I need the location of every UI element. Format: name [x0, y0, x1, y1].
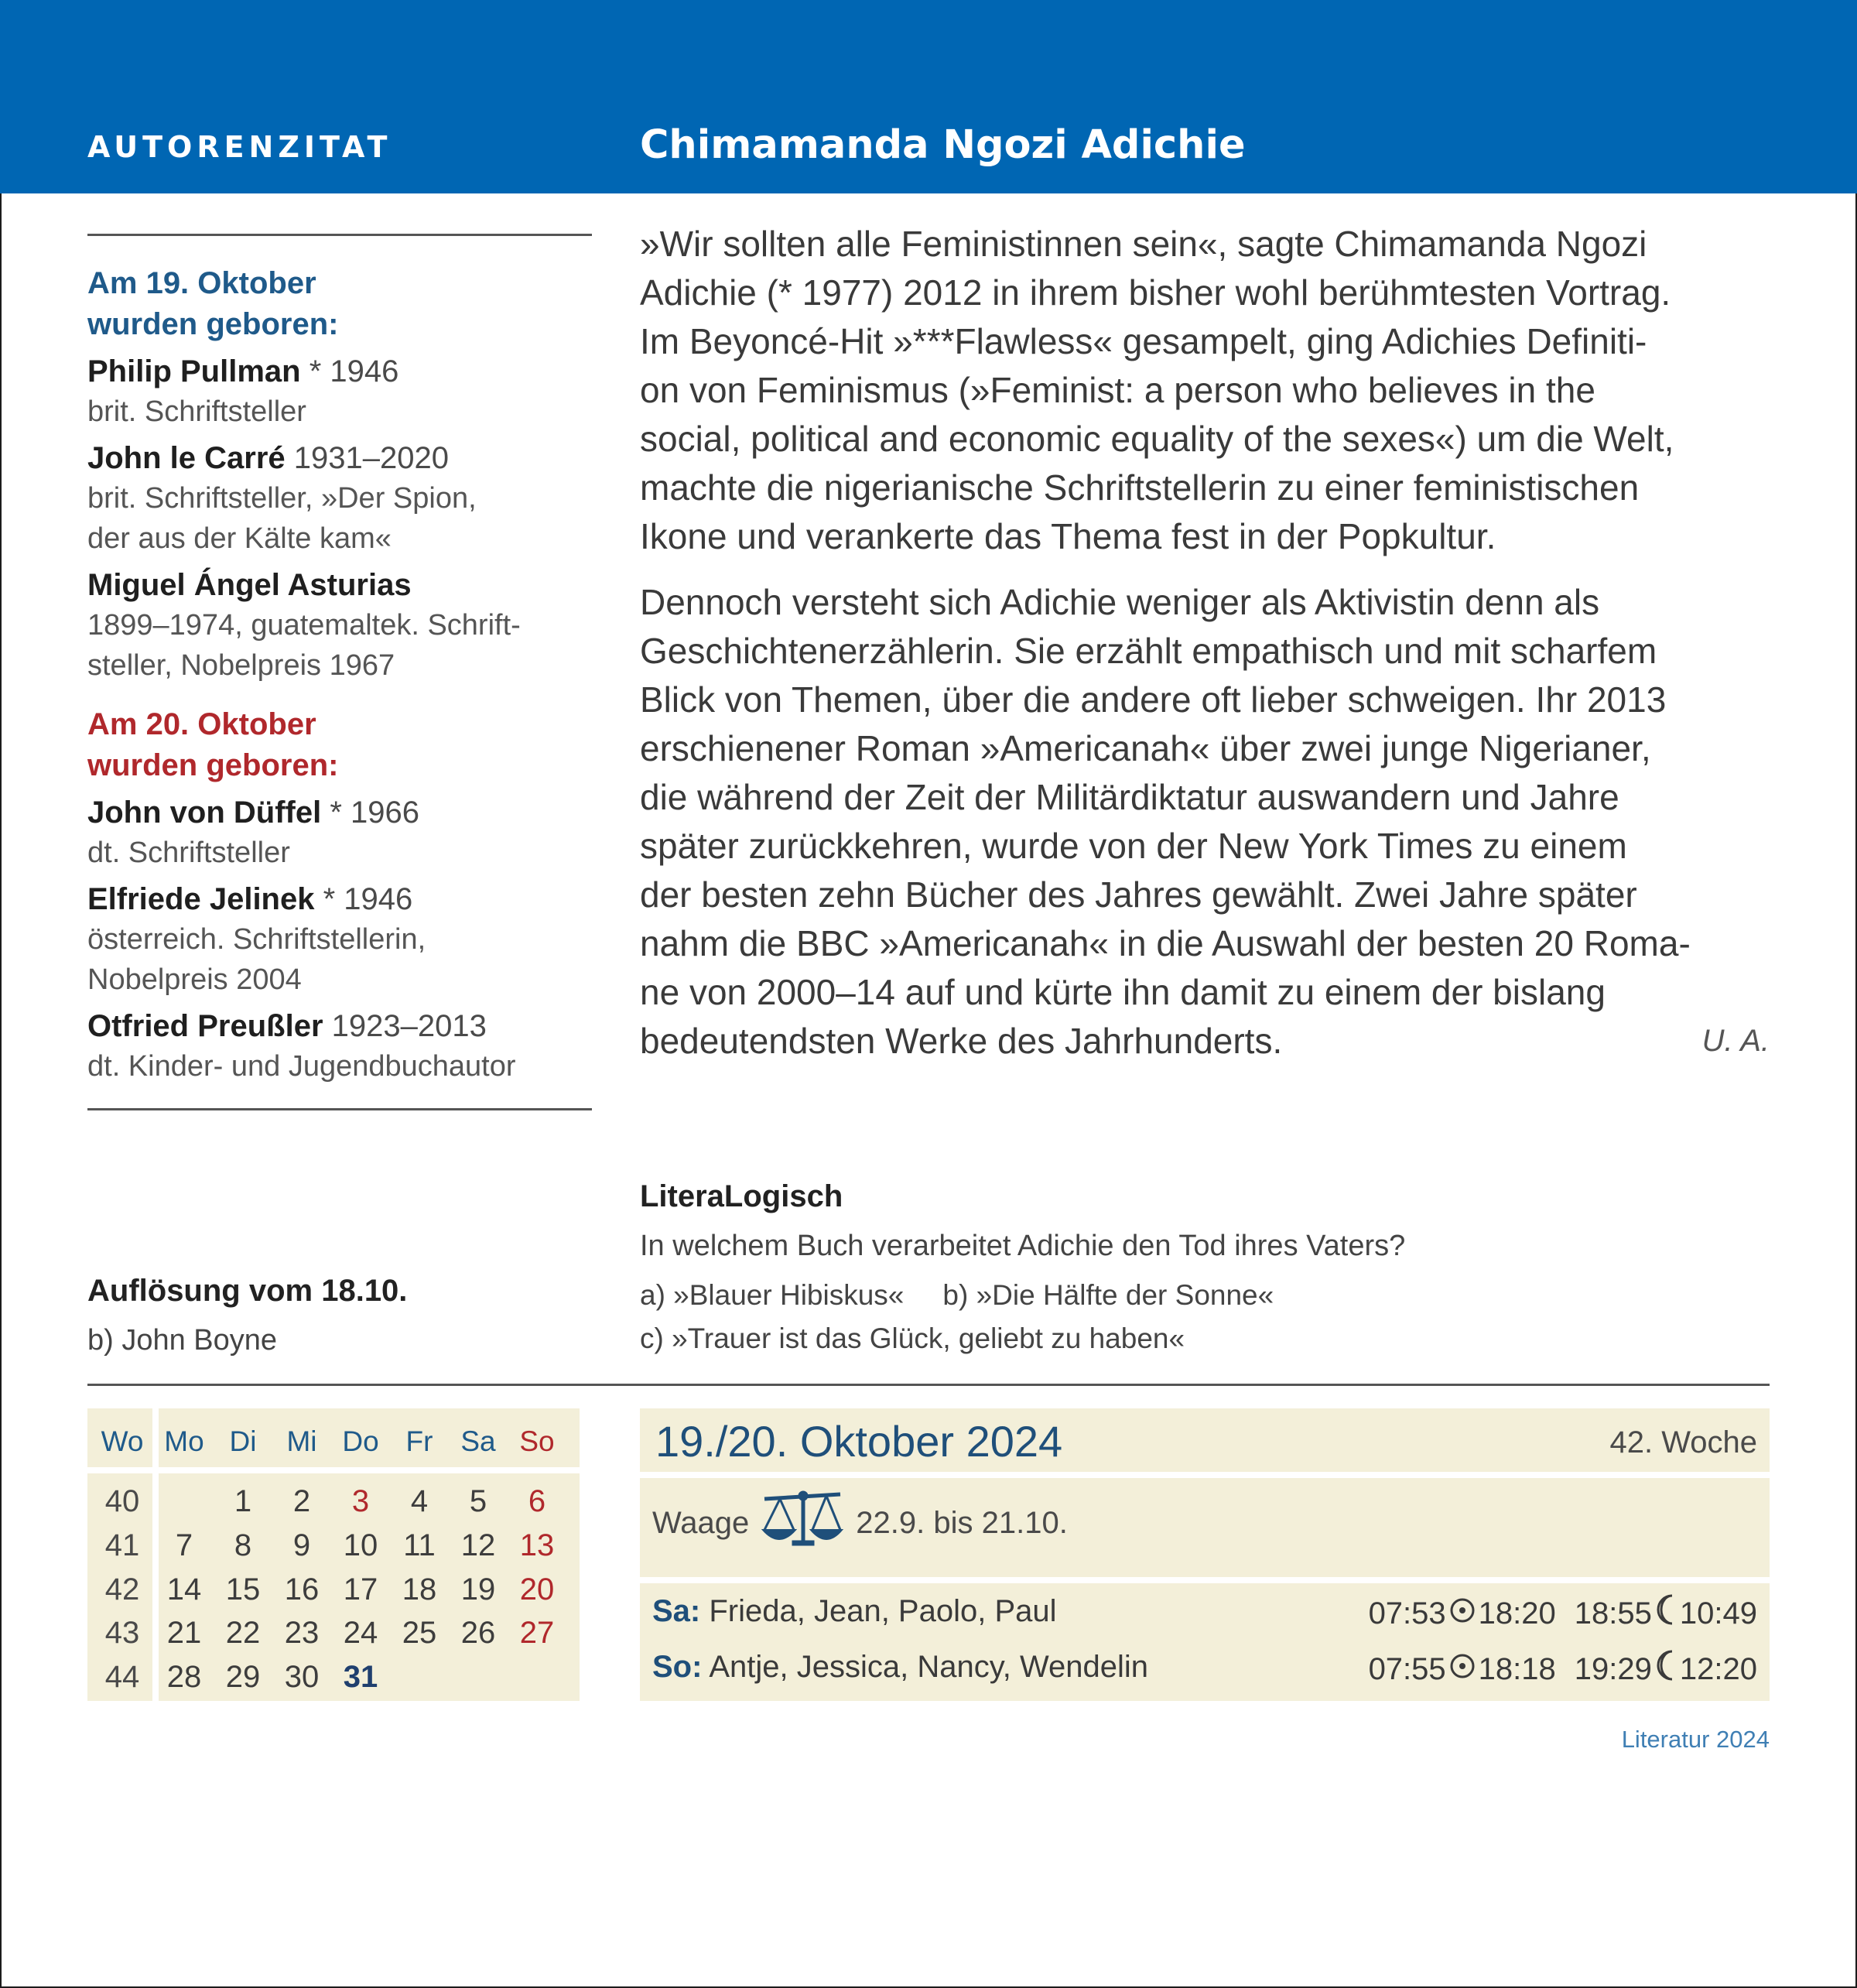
quiz-option-c: c) »Trauer ist das Glück, geliebt zu haben«: [640, 1322, 1185, 1354]
person-dates: * 1946: [314, 882, 413, 916]
calendar-day: 8: [234, 1528, 252, 1562]
calendar-day: 30: [284, 1660, 320, 1694]
footer-label: Literatur 2024: [1621, 1726, 1770, 1753]
birthday-entry: [87, 879, 614, 1000]
moon-icon: [1655, 1650, 1677, 1689]
weekday-header: Mi: [286, 1425, 317, 1457]
person-dates: * 1966: [321, 796, 419, 830]
calendar-day: 9: [292, 1528, 311, 1562]
top-rule: [87, 234, 592, 236]
day-panel-separator-2: [640, 1577, 1770, 1583]
sunrise-time: 07:53: [1368, 1596, 1446, 1630]
answer: [87, 1269, 614, 1362]
weekday-label: Sa:: [652, 1594, 701, 1628]
section-label: AUTORENZITAT: [87, 130, 392, 164]
calendar-day: 28: [166, 1660, 202, 1694]
calendar-day: 5: [469, 1484, 487, 1518]
calendar-day: 10: [343, 1528, 378, 1562]
calendar-day: 20: [519, 1572, 555, 1606]
calendar-day: 22: [225, 1616, 261, 1650]
calendar-day: 31: [343, 1660, 378, 1694]
moonrise-time: 19:29: [1574, 1651, 1652, 1686]
calendar-day: 14: [166, 1572, 202, 1606]
article: [640, 220, 1770, 1066]
zodiac-range: 22.9. bis 21.10.: [856, 1505, 1068, 1540]
weekday-header: Do: [342, 1425, 379, 1457]
birthday-name-line: [87, 565, 614, 605]
sun-moon-times: [1369, 1650, 1757, 1689]
person-description: 1899–1974, guatemaltek. Schrift- steller, Nobelpreis 1967: [87, 609, 521, 682]
quiz-options-row: [640, 1274, 1770, 1317]
author-title: Chimamanda Ngozi Adichie: [640, 122, 1246, 168]
answer-text: b) John Boyne: [87, 1324, 278, 1357]
moonset-time: 12:20: [1679, 1651, 1757, 1686]
weekday-header: Sa: [460, 1425, 496, 1457]
calendar-day: 18: [402, 1572, 437, 1606]
moon-icon: [1655, 1594, 1677, 1633]
week-number-cell: 43: [104, 1616, 140, 1650]
person-name: John le Carré: [87, 441, 286, 475]
calendar-day: 19: [460, 1572, 496, 1606]
moonset-time: 10:49: [1679, 1596, 1757, 1630]
quiz-title: LiteraLogisch: [640, 1179, 843, 1213]
birthday-entry: [87, 438, 614, 559]
sunset-time: 18:18: [1478, 1651, 1556, 1686]
person-description: dt. Kinder- und Jugendbuchautor: [87, 1050, 516, 1083]
libra-icon: [757, 1490, 848, 1556]
day-date: 19./20. Oktober 2024: [655, 1417, 1063, 1466]
person-dates: 1931–2020: [285, 441, 449, 475]
person-dates: 1923–2013: [323, 1009, 487, 1043]
person-name: John von Düffel: [87, 796, 322, 830]
calendar-day: 23: [284, 1616, 320, 1650]
article-paragraph-2: [640, 578, 1770, 1066]
birthday-name-line: [87, 351, 614, 392]
answer-title: Auflösung vom 18.10.: [87, 1274, 408, 1308]
person-name: Elfriede Jelinek: [87, 882, 315, 916]
calendar-day: 16: [284, 1572, 320, 1606]
week-number: 42. Woche: [1609, 1425, 1757, 1459]
birthday-date-heading: Am 20. Oktober wurden geboren:: [87, 707, 339, 782]
birthday-entry: [87, 351, 614, 432]
header-bar: [0, 0, 1857, 193]
person-name: Otfried Preußler: [87, 1009, 323, 1043]
birthdays-column: [87, 263, 614, 1090]
calendar-day: 6: [528, 1484, 546, 1518]
person-description: brit. Schriftsteller: [87, 395, 306, 428]
calendar-day: 2: [292, 1484, 311, 1518]
day-panel-separator-1: [640, 1472, 1770, 1478]
person-name: Miguel Ángel Asturias: [87, 568, 412, 602]
name-day-row: [652, 1594, 1057, 1629]
calendar-day: 29: [225, 1660, 261, 1694]
birthday-entry: [87, 1006, 614, 1086]
week-number-cell: 40: [104, 1484, 140, 1518]
article-paragraph-2-text: Dennoch versteht sich Adichie weniger als Aktivistin denn als Geschichtenerzählerin. Sie erzählt empathisch und mit scharfem Blick von Themen, über die andere oft lieber schweigen. Ihr 2013 erschienener Roman »Americanah« über zwei junge Nigerianer, die während der Zeit der Militärdiktatur auswandern und Jahre später zurückkehren, wurde von der New York Times zu einem der besten zehn Bücher des Jahres gewählt. Zwei Jahre später nahm die BBC »Americanah« in die Auswahl der besten 20 Roma- ne von 2000–14 auf und kürte ihn damit zu einem der bislang bedeutendsten Werke des Jahrhunderts.: [640, 582, 1691, 1061]
person-name: Philip Pullman: [87, 354, 301, 388]
day-panel: [640, 1408, 1770, 1701]
calendar-day: 13: [519, 1528, 555, 1562]
person-description: österreich. Schriftstellerin, Nobelpreis 2004: [87, 923, 426, 996]
birthday-name-line: [87, 792, 614, 833]
name-days: Frieda, Jean, Paolo, Paul: [700, 1594, 1057, 1628]
calendar-day: 17: [343, 1572, 378, 1606]
sunrise-time: 07:55: [1368, 1651, 1446, 1686]
birthday-name-line: [87, 879, 614, 919]
name-day-row: [652, 1650, 1148, 1685]
weekday-header: So: [519, 1425, 555, 1457]
weekday-header: Mo: [164, 1425, 204, 1457]
birthday-name-line: [87, 438, 614, 478]
quiz-option-a: a) »Blauer Hibiskus«: [640, 1279, 905, 1311]
mini-calendar: [87, 1408, 580, 1701]
sunset-time: 18:20: [1478, 1596, 1556, 1630]
calendar-rule: [87, 1384, 1770, 1386]
quiz-question: In welchem Buch verarbeitet Adichie den Tod ihres Vaters?: [640, 1230, 1406, 1262]
calendar-day: 4: [410, 1484, 429, 1518]
calendar-day: 27: [519, 1616, 555, 1650]
calendar-day: 12: [460, 1528, 496, 1562]
calendar-day: 11: [403, 1528, 436, 1562]
name-days: Antje, Jessica, Nancy, Wendelin: [702, 1650, 1149, 1684]
quiz: [640, 1175, 1770, 1360]
calendar-day: 7: [175, 1528, 193, 1562]
sun-icon: [1449, 1652, 1476, 1687]
calendar-day: 15: [225, 1572, 261, 1606]
sun-moon-times: [1369, 1594, 1757, 1633]
zodiac-name: Waage: [652, 1505, 750, 1540]
birthday-name-line: [87, 1006, 614, 1046]
birthday-entry: [87, 565, 614, 686]
weekday-header: Di: [229, 1425, 257, 1457]
calendar-day: 1: [234, 1484, 252, 1518]
author-signature: U. A.: [1701, 1024, 1770, 1058]
moonrise-time: 18:55: [1574, 1596, 1652, 1630]
sun-icon: [1449, 1596, 1476, 1631]
calendar-day: 3: [351, 1484, 370, 1518]
person-dates: * 1946: [300, 354, 399, 388]
birthday-date-heading: Am 19. Oktober wurden geboren:: [87, 266, 339, 341]
zodiac-row: [652, 1490, 1068, 1556]
article-paragraph-1: »Wir sollten alle Feministinnen sein«, sagte Chimamanda Ngozi Adichie (* 1977) 2012 in ihrem bisher wohl berühmtesten Vortrag. Im Beyoncé-Hit »***Flawless« gesampelt, ging Adichies Definiti- on von Feminismus (»Feminist: a person who believes in the social, political and economic equality of the sexes«) um die Welt, machte die nigerianische Schriftstellerin zu einer feministischen Ikone und verankerte das Thema fest in der Popkultur.: [640, 224, 1674, 556]
bottom-rule: [87, 1108, 592, 1110]
person-description: brit. Schriftsteller, »Der Spion, der aus der Kälte kam«: [87, 482, 477, 555]
week-number-cell: 44: [104, 1660, 140, 1694]
birthday-entry: [87, 792, 614, 873]
calendar-day: 24: [343, 1616, 378, 1650]
quiz-option-b: b) »Die Hälfte der Sonne«: [942, 1279, 1274, 1311]
weekday-header: Fr: [405, 1425, 433, 1457]
person-description: dt. Schriftsteller: [87, 837, 290, 869]
calendar-day: 26: [460, 1616, 496, 1650]
weekday-header: Wo: [101, 1425, 144, 1457]
weekday-label: So:: [652, 1650, 703, 1684]
calendar-day: 21: [166, 1616, 202, 1650]
calendar-day: 25: [402, 1616, 437, 1650]
header-separator: [87, 1467, 580, 1473]
week-number-cell: 42: [104, 1572, 140, 1606]
week-number-cell: 41: [104, 1528, 140, 1562]
